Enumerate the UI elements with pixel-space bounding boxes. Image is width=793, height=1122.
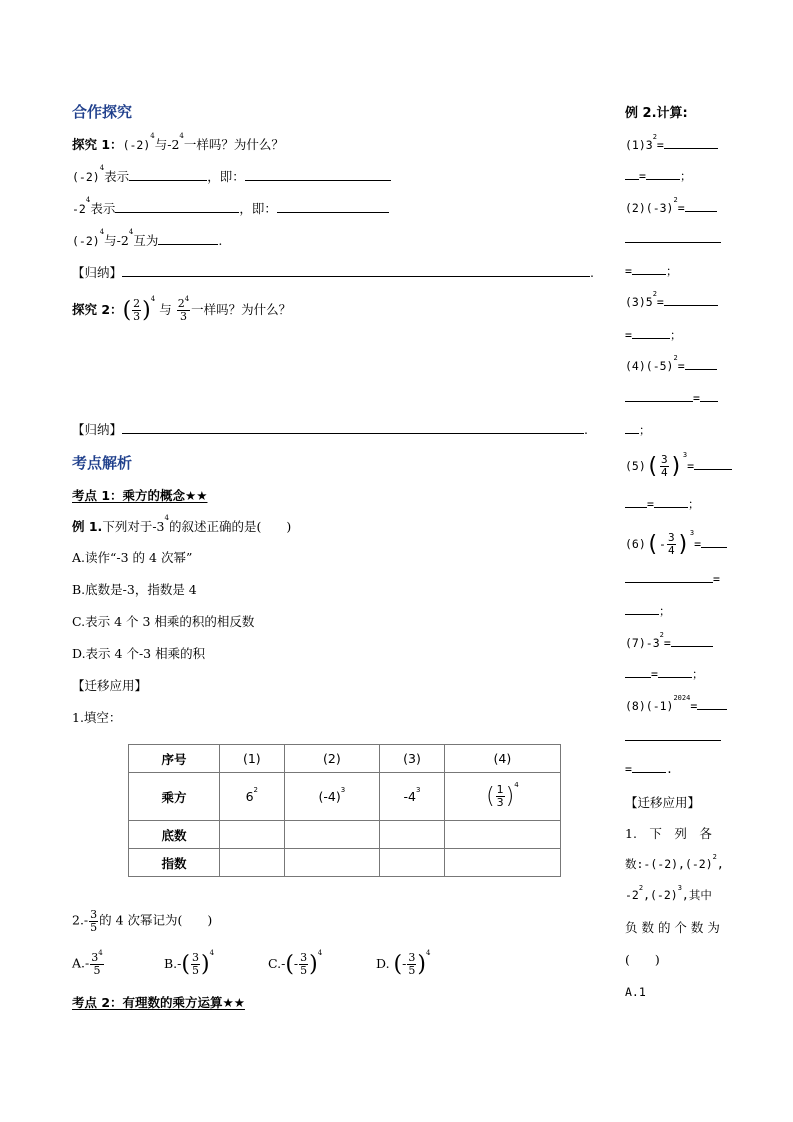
- fraction: $\frac{2}{3}$: [133, 297, 141, 323]
- blank[interactable]: [245, 168, 391, 181]
- blank[interactable]: [625, 389, 693, 402]
- explore1-line3: $(-2)^4$与$-2^4$互为 .: [72, 228, 223, 248]
- blank[interactable]: [701, 535, 727, 548]
- blank[interactable]: [115, 200, 239, 213]
- blank-line[interactable]: [625, 740, 721, 741]
- calc-item-5: (5)( $\frac{3}{4}$ )$^3$=: [625, 454, 732, 479]
- right-q1-line2: 数$:-(-2),(-2)^2$,: [625, 853, 724, 871]
- blank[interactable]: [625, 495, 647, 508]
- table-header: (4): [444, 745, 560, 773]
- row-label-base: 底数: [129, 821, 220, 849]
- blank[interactable]: [625, 570, 713, 583]
- table-header: (1): [220, 745, 285, 773]
- blank[interactable]: [122, 264, 590, 277]
- table-cell: $-4^3$: [380, 773, 445, 821]
- explore2-question: 探究 2：( $\frac{2}{3}$ )$^4$ 与 $\frac{2^4}{3}$ 一样吗？为什么？: [72, 295, 292, 323]
- fraction: $\frac{3}{5}$: [192, 951, 199, 977]
- fraction: $\frac{3}{5}$: [408, 951, 416, 977]
- blank[interactable]: [625, 602, 659, 615]
- table-cell-empty[interactable]: [444, 849, 560, 877]
- blank[interactable]: [685, 357, 717, 370]
- blank[interactable]: [685, 199, 717, 212]
- blank[interactable]: [277, 200, 389, 213]
- calc-item-7-cont: = ；: [625, 665, 703, 682]
- table-cell-empty[interactable]: [284, 849, 380, 877]
- calc-item-6-end: ；: [625, 602, 671, 619]
- option-a[interactable]: A.读作“-3 的 4 次幂”: [72, 550, 193, 565]
- point2-heading: 考点 2：有理数的乘方运算★★: [72, 995, 245, 1010]
- table-cell: ( $\frac{1}{3}$ )$^4$: [444, 773, 560, 821]
- power-table: [128, 744, 561, 877]
- blank[interactable]: [671, 634, 713, 647]
- blank[interactable]: [158, 232, 218, 245]
- table-cell-empty[interactable]: [220, 821, 285, 849]
- transfer-heading-right: 【迁移应用】: [625, 795, 701, 810]
- example2-title: 例 2.计算:: [625, 106, 688, 121]
- q2-option-d[interactable]: D. (- $\frac{3}{5}$ )$^4$: [376, 949, 431, 977]
- example1-question: 例 1.下列对于$-3^4$的叙述正确的是( ): [72, 514, 292, 534]
- blank[interactable]: [646, 167, 680, 180]
- blank[interactable]: [129, 168, 207, 181]
- calc-item-6-cont: =: [625, 570, 720, 586]
- right-q1-line3: $-2^2,(-2)^3$,其中: [625, 884, 712, 902]
- calc-item-4: $(4)(-5)^2=$: [625, 357, 717, 373]
- row-label-power: 乘方: [129, 773, 220, 821]
- fraction: $\frac{3}{5}$: [300, 951, 308, 977]
- calc-item-2: $(2)(-3)^2=$: [625, 199, 717, 215]
- blank[interactable]: [697, 697, 727, 710]
- calc-item-5-cont: = ；: [625, 495, 699, 512]
- blank[interactable]: [625, 421, 639, 434]
- table-cell-empty[interactable]: [284, 821, 380, 849]
- calc-item-1-cont: = ；: [625, 167, 691, 184]
- q2-option-a[interactable]: A.- $\frac{3^4}{5}$: [72, 949, 103, 977]
- q2-option-b[interactable]: B.-( $\frac{3}{5}$ )$^4$: [164, 949, 215, 977]
- right-q1-line1: 1. 下 列 各: [625, 826, 712, 841]
- blank[interactable]: [658, 665, 692, 678]
- fraction: $\frac{3}{4}$: [661, 453, 668, 479]
- blank[interactable]: [632, 326, 670, 339]
- calc-item-2-cont: = ；: [625, 264, 678, 278]
- right-q1-line4: 负 数 的 个 数 为: [625, 920, 720, 935]
- blank[interactable]: [625, 665, 651, 678]
- blank[interactable]: [694, 457, 732, 470]
- calc-item-1: $(1)3^2=$: [625, 136, 718, 152]
- question-2: 2.- $\frac{3}{5}$ 的 4 次幂记为( ): [72, 908, 213, 934]
- blank[interactable]: [664, 136, 718, 149]
- blank[interactable]: [632, 262, 666, 275]
- right-q1-option-a[interactable]: A.1: [625, 985, 646, 999]
- blank-line[interactable]: [625, 242, 721, 243]
- fraction: $\frac{3}{5}$: [90, 908, 98, 934]
- table-header: (3): [380, 745, 445, 773]
- calc-item-8: $(8)(-1)^{2024}=$: [625, 697, 727, 713]
- fraction: $\frac{3}{4}$: [667, 531, 675, 557]
- explore1-line2: $-2^4$表示 ，即：: [72, 199, 389, 217]
- blank[interactable]: [122, 421, 584, 434]
- option-d[interactable]: D.表示 4 个-3 相乘的积: [72, 646, 206, 661]
- q2-option-c[interactable]: C.-(- $\frac{3}{5}$ )$^4$: [268, 949, 323, 977]
- section-title-cooperation: 合作探究: [72, 103, 133, 121]
- explore1-line1: $(-2)^4$表示 ，即：: [72, 167, 391, 185]
- table-cell: $6^2$: [220, 773, 285, 821]
- blank[interactable]: [654, 495, 688, 508]
- blank[interactable]: [632, 760, 666, 773]
- calc-item-7: $(7)-3^2=$: [625, 634, 713, 650]
- blank[interactable]: [664, 293, 718, 306]
- explore1-question: 探究 1：$(-2)^4$与$-2^4$一样吗？为什么？: [72, 132, 284, 152]
- calc-item-4-cont: =: [625, 389, 718, 405]
- fraction: $\frac{1}{3}$: [496, 783, 504, 809]
- table-cell-empty[interactable]: [380, 821, 445, 849]
- row-label-exponent: 指数: [129, 849, 220, 877]
- calc-item-8-cont: = .: [625, 762, 673, 776]
- table-header: 序号: [129, 745, 220, 773]
- table-cell-empty[interactable]: [380, 849, 445, 877]
- blank[interactable]: [700, 389, 718, 402]
- summary-1: 【归纳】 .: [72, 265, 594, 280]
- table-cell: $(-4)^3$: [284, 773, 380, 821]
- calc-item-3-cont: = ；: [625, 328, 682, 342]
- option-b[interactable]: B.底数是-3，指数是 4: [72, 582, 197, 597]
- right-q1-line5: ( ): [625, 952, 660, 967]
- table-cell-empty[interactable]: [444, 821, 560, 849]
- calc-item-4-end: ；: [625, 421, 651, 438]
- fraction: $\frac{2^4}{3}$: [177, 295, 190, 323]
- calc-item-6: (6)(- $\frac{3}{4}$ )$^3$=: [625, 532, 727, 557]
- table-cell-empty[interactable]: [220, 849, 285, 877]
- calc-item-3: $(3)5^2=$: [625, 293, 718, 309]
- summary-2: 【归纳】 .: [72, 422, 588, 437]
- table-header: (2): [284, 745, 380, 773]
- fraction: $\frac{3^4}{5}$: [91, 949, 103, 977]
- transfer-heading: 【迁移应用】: [72, 678, 148, 693]
- option-c[interactable]: C.表示 4 个 3 相乘的积的相反数: [72, 614, 255, 629]
- section-title-analysis: 考点解析: [72, 454, 133, 472]
- fill-label: 1.填空：: [72, 710, 122, 725]
- blank[interactable]: [625, 167, 639, 180]
- point1-heading: 考点 1：乘方的概念★★: [72, 488, 208, 503]
